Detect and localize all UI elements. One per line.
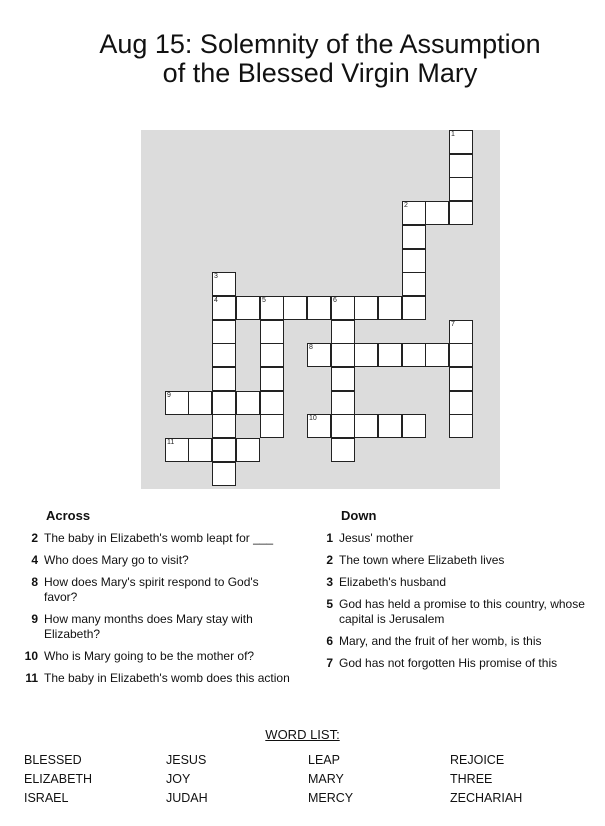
- crossword-cell[interactable]: [260, 367, 284, 391]
- crossword-cell[interactable]: [354, 296, 378, 320]
- crossword-cell[interactable]: [402, 343, 426, 367]
- clue-number: 3: [326, 575, 333, 589]
- clue-text: God has held a promise to this country, whose capital is Jerusalem: [339, 597, 585, 626]
- clue-number: 5: [262, 297, 266, 304]
- crossword-cell[interactable]: [307, 414, 331, 438]
- down-clue: [317, 553, 587, 568]
- crossword-cell[interactable]: [449, 343, 473, 367]
- down-clue: [317, 656, 587, 671]
- crossword-cell[interactable]: [188, 438, 212, 462]
- down-heading: Down: [341, 508, 377, 523]
- word-list-item: BLESSED: [24, 753, 82, 767]
- crossword-cell[interactable]: [212, 320, 236, 344]
- word-list-title: WORD LIST:: [265, 727, 340, 742]
- clue-text: Who is Mary going to be the mother of?: [44, 649, 255, 663]
- crossword-cell[interactable]: [354, 343, 378, 367]
- word-list-item: MARY: [308, 772, 344, 786]
- crossword-cell[interactable]: [449, 154, 473, 178]
- clue-number: 1: [451, 131, 455, 138]
- crossword-cell[interactable]: [425, 201, 449, 225]
- crossword-cell[interactable]: [331, 320, 355, 344]
- across-clue: [22, 575, 292, 605]
- crossword-cell[interactable]: [212, 438, 236, 462]
- word-list-column-2: [166, 751, 208, 808]
- down-clue: [317, 634, 587, 649]
- clue-text: The baby in Elizabeth's womb leapt for ___: [44, 531, 274, 545]
- word-list-item: ZECHARIAH: [450, 791, 523, 805]
- crossword-cell[interactable]: [449, 320, 473, 344]
- word-list-item: LEAP: [308, 753, 340, 767]
- crossword-cell[interactable]: [236, 438, 260, 462]
- across-clue: [22, 553, 292, 568]
- clue-number: 11: [167, 439, 175, 446]
- crossword-cell[interactable]: [260, 414, 284, 438]
- word-list-column-4: [450, 751, 522, 808]
- word-list-item: ELIZABETH: [24, 772, 93, 786]
- crossword-cell[interactable]: [402, 201, 426, 225]
- crossword-cell[interactable]: [307, 296, 331, 320]
- word-list-item: THREE: [450, 772, 493, 786]
- clue-number: 4: [214, 297, 218, 304]
- down-clue: [317, 597, 587, 627]
- crossword-cell[interactable]: [307, 343, 331, 367]
- clue-number: 2: [31, 531, 38, 545]
- crossword-cell[interactable]: [188, 391, 212, 415]
- clue-number: 9: [31, 612, 38, 626]
- crossword-cell[interactable]: [331, 367, 355, 391]
- word-list-item: JESUS: [166, 753, 207, 767]
- crossword-cell[interactable]: [260, 320, 284, 344]
- clue-text: God has not forgotten His promise of this: [339, 656, 558, 670]
- clue-text: Mary, and the fruit of her womb, is this: [339, 634, 542, 648]
- across-clue: [22, 649, 292, 664]
- crossword-cell[interactable]: [212, 391, 236, 415]
- crossword-cell[interactable]: [449, 414, 473, 438]
- word-list-item: ISRAEL: [24, 791, 69, 805]
- crossword-cell[interactable]: [212, 272, 236, 296]
- clue-number: 9: [167, 392, 171, 399]
- crossword-cell[interactable]: [354, 414, 378, 438]
- clue-number: 10: [309, 415, 317, 422]
- crossword-cell[interactable]: [165, 391, 189, 415]
- crossword-cell[interactable]: [449, 130, 473, 154]
- crossword-cell[interactable]: [212, 367, 236, 391]
- clue-number: 4: [31, 553, 38, 567]
- clue-number: 3: [214, 273, 218, 280]
- word-list-item: MERCY: [308, 791, 354, 805]
- crossword-cell[interactable]: [165, 438, 189, 462]
- clue-text: Jesus' mother: [339, 531, 414, 545]
- crossword-cell[interactable]: [236, 391, 260, 415]
- crossword-cell[interactable]: [378, 296, 402, 320]
- word-list-item: JUDAH: [166, 791, 208, 805]
- clue-number: 2: [326, 553, 333, 567]
- crossword-cell[interactable]: [331, 438, 355, 462]
- crossword-cell[interactable]: [449, 177, 473, 201]
- clue-text: Who does Mary go to visit?: [44, 553, 189, 567]
- across-clue: [22, 612, 292, 642]
- crossword-cell[interactable]: [449, 391, 473, 415]
- clue-text: The town where Elizabeth lives: [339, 553, 505, 567]
- crossword-cell[interactable]: [212, 462, 236, 486]
- title-line-2: of the Blessed Virgin Mary: [162, 58, 478, 88]
- crossword-cell[interactable]: [260, 391, 284, 415]
- crossword-cell[interactable]: [260, 343, 284, 367]
- clue-number: 6: [326, 634, 333, 648]
- crossword-cell[interactable]: [331, 343, 355, 367]
- clue-text: How many months does Mary stay with Elizabeth?: [44, 612, 253, 641]
- crossword-cell[interactable]: [402, 225, 426, 249]
- word-list-item: JOY: [166, 772, 191, 786]
- crossword-cell[interactable]: [402, 414, 426, 438]
- crossword-cell[interactable]: [449, 367, 473, 391]
- down-clue-list: [317, 531, 587, 678]
- crossword-cell[interactable]: [402, 249, 426, 273]
- clue-number: 7: [326, 656, 333, 670]
- crossword-cell[interactable]: [425, 343, 449, 367]
- across-heading: Across: [46, 508, 91, 523]
- word-list-item: REJOICE: [450, 753, 505, 767]
- crossword-cell[interactable]: [212, 296, 236, 320]
- clue-number: 10: [24, 649, 38, 663]
- crossword-cell[interactable]: [212, 343, 236, 367]
- word-list-column-3: [308, 751, 353, 808]
- clue-number: 5: [326, 597, 333, 611]
- crossword-cell[interactable]: [331, 391, 355, 415]
- down-clue: [317, 575, 587, 590]
- clue-number: 6: [333, 297, 337, 304]
- crossword-cell[interactable]: [402, 272, 426, 296]
- crossword-cell[interactable]: [402, 296, 426, 320]
- crossword-cell[interactable]: [378, 414, 402, 438]
- clue-number: 7: [451, 321, 455, 328]
- crossword-cell[interactable]: [378, 343, 402, 367]
- crossword-cell[interactable]: [331, 414, 355, 438]
- clue-number: 8: [31, 575, 38, 589]
- across-clue-list: [22, 531, 292, 693]
- crossword-cell[interactable]: [283, 296, 307, 320]
- clue-text: How does Mary's spirit respond to God's favor?: [44, 575, 259, 604]
- clue-text: The baby in Elizabeth's womb does this action: [44, 671, 290, 685]
- clue-number: 8: [309, 344, 313, 351]
- crossword-cell[interactable]: [212, 414, 236, 438]
- clue-number: 11: [25, 671, 38, 685]
- clue-number: 2: [404, 202, 408, 209]
- title-line-1: Aug 15: Solemnity of the Assumption: [99, 29, 541, 59]
- across-clue: [22, 531, 292, 546]
- down-clue: [317, 531, 587, 546]
- crossword-cell[interactable]: [331, 296, 355, 320]
- clue-text: Elizabeth's husband: [339, 575, 447, 589]
- word-list-column-1: [24, 751, 92, 808]
- across-clue: [22, 671, 292, 686]
- clue-number: 1: [326, 531, 333, 545]
- puzzle-title: [0, 30, 605, 88]
- crossword-cell[interactable]: [260, 296, 284, 320]
- crossword-cell[interactable]: [449, 201, 473, 225]
- crossword-cell[interactable]: [236, 296, 260, 320]
